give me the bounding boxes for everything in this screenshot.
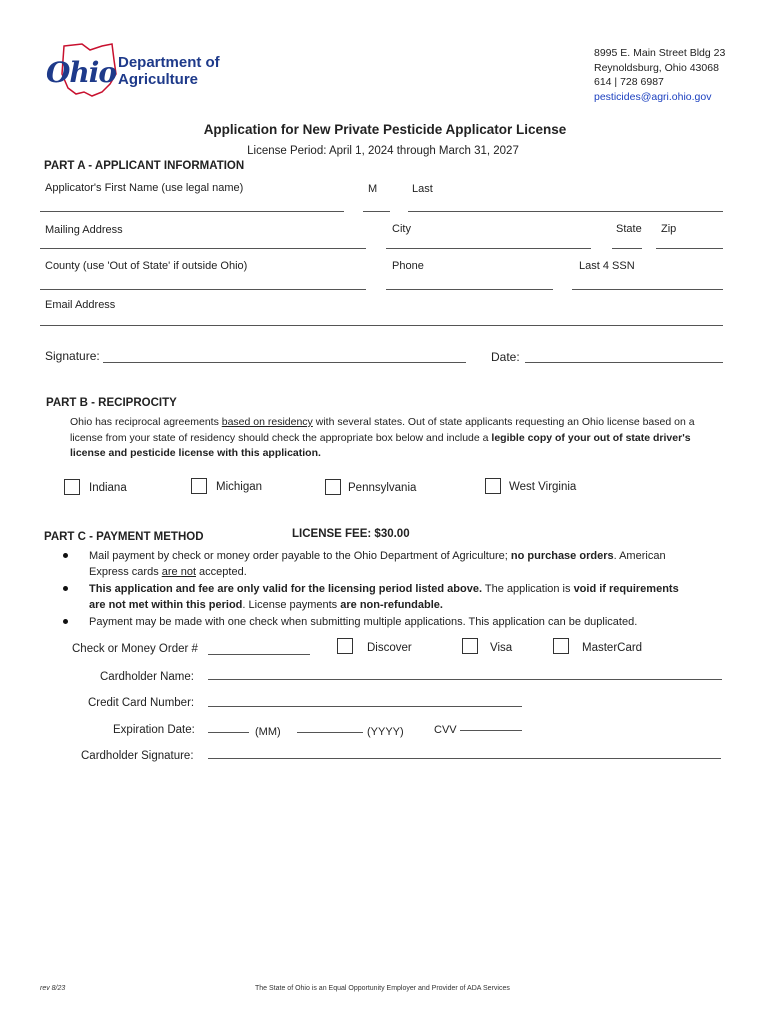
discover-label: Discover — [367, 642, 412, 654]
signature-field[interactable] — [103, 362, 466, 363]
reciprocity-paragraph: Ohio has reciprocal agreements based on residency with several states. Out of state applicants requesting an Ohio license based on a license from your state of residency should check the appropriate box below and include a legible copy of your out of state driver's license and pesticide license with this application. — [70, 416, 695, 459]
license-period: License Period: April 1, 2024 through March 31, 2027 — [247, 145, 519, 157]
mm-label: (MM) — [255, 726, 281, 738]
first-name-label: Applicator's First Name (use legal name) — [45, 182, 244, 194]
last-name-field[interactable] — [408, 211, 723, 212]
west-virginia-checkbox[interactable] — [485, 478, 501, 494]
pennsylvania-checkbox[interactable] — [325, 479, 341, 495]
date-field[interactable] — [525, 362, 723, 363]
part-c-heading: PART C - PAYMENT METHOD — [44, 531, 204, 543]
mastercard-checkbox[interactable] — [553, 638, 569, 654]
exp-year-field[interactable] — [297, 732, 363, 733]
credit-card-number-label: Credit Card Number: — [88, 697, 195, 709]
part-b-heading: PART B - RECIPROCITY — [46, 397, 177, 409]
middle-initial-label: M — [368, 183, 378, 195]
license-fee: LICENSE FEE: $30.00 — [292, 528, 410, 540]
city-field[interactable] — [386, 248, 591, 249]
address-line3: 614 | 728 6987 — [594, 76, 664, 88]
payment-note-3: Payment may be made with one check when submitting multiple applications. This application can be duplicated. — [89, 616, 638, 628]
address-line1: 8995 E. Main Street Bldg 23 — [594, 47, 726, 59]
ssn-label: Last 4 SSN — [579, 260, 635, 272]
mailing-address-label: Mailing Address — [45, 224, 123, 236]
revision-label: rev 8/23 — [40, 985, 66, 992]
ssn-field[interactable] — [572, 289, 723, 290]
last-name-label: Last — [412, 183, 433, 195]
pennsylvania-label: Pennsylvania — [348, 482, 417, 494]
discover-checkbox[interactable] — [337, 638, 353, 654]
visa-checkbox[interactable] — [462, 638, 478, 654]
exp-month-field[interactable] — [208, 732, 249, 733]
zip-field[interactable] — [656, 248, 723, 249]
state-field[interactable] — [612, 248, 642, 249]
phone-field[interactable] — [386, 289, 553, 290]
middle-initial-field[interactable] — [363, 211, 390, 212]
cardholder-signature-field[interactable] — [208, 758, 721, 759]
bullet-1 — [63, 553, 68, 558]
cardholder-signature-label: Cardholder Signature: — [81, 750, 194, 762]
cvv-label: CVV — [434, 724, 457, 736]
zip-label: Zip — [661, 223, 677, 235]
michigan-checkbox[interactable] — [191, 478, 207, 494]
payment-note-2: This application and fee are only valid for the licensing period listed above. The application is void if requirements are not met within this period. License payments are non-refundable. — [89, 583, 679, 611]
bullet-2 — [63, 586, 68, 591]
mailing-address-field[interactable] — [40, 248, 366, 249]
state-label: State — [616, 223, 642, 235]
visa-label: Visa — [490, 642, 513, 654]
header-address — [594, 46, 725, 104]
email-link[interactable]: pesticides@agri.ohio.gov — [594, 90, 712, 103]
indiana-checkbox[interactable] — [64, 479, 80, 495]
yyyy-label: (YYYY) — [367, 726, 404, 738]
county-field[interactable] — [40, 289, 366, 290]
expiration-date-label: Expiration Date: — [113, 724, 195, 736]
county-label: County (use 'Out of State' if outside Ohio) — [45, 260, 248, 272]
email-label: Email Address — [45, 299, 116, 311]
email-field[interactable] — [40, 325, 723, 326]
ohio-logo — [44, 40, 234, 100]
part-a-heading: PART A - APPLICANT INFORMATION — [44, 160, 245, 172]
cardholder-name-label: Cardholder Name: — [100, 671, 194, 683]
check-money-order-label: Check or Money Order # — [72, 643, 198, 655]
phone-label: Phone — [392, 260, 424, 272]
cvv-field[interactable] — [460, 730, 522, 731]
signature-label: Signature: — [45, 349, 100, 363]
department-name-line1: Department of — [118, 54, 220, 71]
ohio-script-text: Ohio — [46, 56, 117, 89]
check-money-order-field[interactable] — [208, 654, 310, 655]
west-virginia-label: West Virginia — [509, 481, 577, 493]
first-name-field[interactable] — [40, 211, 344, 212]
city-label: City — [392, 223, 411, 235]
michigan-label: Michigan — [216, 481, 263, 493]
department-name-line2: Agriculture — [118, 71, 199, 88]
address-line2: Reynoldsburg, Ohio 43068 — [594, 61, 719, 74]
mastercard-label: MasterCard — [582, 642, 643, 654]
date-label: Date: — [491, 350, 520, 364]
eeo-statement: The State of Ohio is an Equal Opportunity Employer and Provider of ADA Services — [255, 985, 510, 992]
indiana-label: Indiana — [89, 482, 127, 494]
form-title: Application for New Private Pesticide Applicator License — [203, 122, 567, 137]
credit-card-number-field[interactable] — [208, 706, 522, 707]
bullet-3 — [63, 619, 68, 624]
payment-note-1: Mail payment by check or money order payable to the Ohio Department of Agriculture; no purchase orders. American Express cards are not accepted. — [89, 550, 666, 578]
cardholder-name-field[interactable] — [208, 679, 722, 680]
